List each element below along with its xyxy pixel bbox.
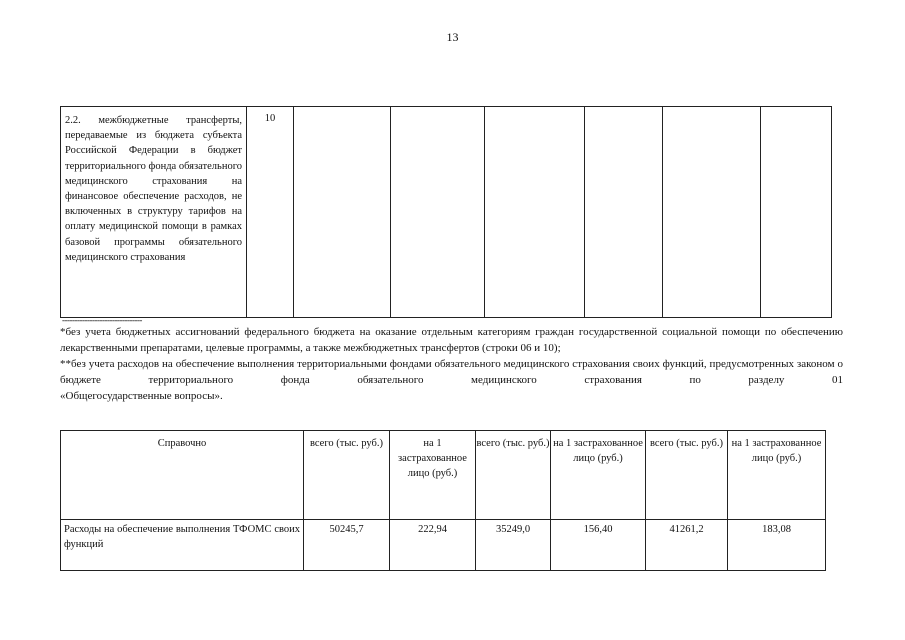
column-header: всего (тыс. руб.) xyxy=(476,431,551,520)
table-cell: 156,40 xyxy=(551,520,646,571)
column-header: всего (тыс. руб.) xyxy=(304,431,390,520)
table-cell: 50245,7 xyxy=(304,520,390,571)
table-cell: 183,08 xyxy=(728,520,826,571)
column-header: на 1 застрахованное лицо (руб.) xyxy=(728,431,826,520)
table-cell: 41261,2 xyxy=(646,520,728,571)
table-cell xyxy=(761,107,832,318)
table-row xyxy=(61,520,826,571)
footnote-rule: -------------------------------- xyxy=(62,315,142,325)
expenses-table xyxy=(60,106,832,318)
table-cell xyxy=(391,107,485,318)
column-header: на 1 застрахованное лицо (руб.) xyxy=(551,431,646,520)
footnote-2: **без учета расходов на обеспечение выполнения территориальными фондами обязательного медицинского страхования своих функций, предусмотренных законом о бюджете территориального фонда обязательного медицинского страхования по разделу 01 xyxy=(60,358,843,386)
footnote-2-continuation: «Общегосударственные вопросы». xyxy=(60,390,223,402)
table-cell: 222,94 xyxy=(390,520,476,571)
table-cell xyxy=(663,107,761,318)
table-row xyxy=(61,107,832,318)
row-code: 10 xyxy=(247,107,294,318)
column-header: на 1 застрахованное лицо (руб.) xyxy=(390,431,476,520)
table-header-row xyxy=(61,431,826,520)
row-label: 2.2. межбюджетные трансферты, передаваемые из бюджета субъекта Российской Федерации в бюджет территориального фонда обязательного медицинского страхования на финансовое обеспечение расходов, не включенных в структуру тарифов на оплату медицинской помощи в рамках базовой программы обязательного медицинского страхования xyxy=(61,107,247,318)
reference-table xyxy=(60,430,826,571)
footnote-1: *без учета бюджетных ассигнований федерального бюджета на оказание отдельным категориям граждан государственной социальной помощи по обеспечению лекарственными препаратами, целевые программы, а также межбюджетных трансфертов (строки 06 и 10); xyxy=(60,326,843,354)
table-cell: 35249,0 xyxy=(476,520,551,571)
column-header: всего (тыс. руб.) xyxy=(646,431,728,520)
table-cell xyxy=(294,107,391,318)
footnotes xyxy=(60,324,843,404)
page-number: 13 xyxy=(446,30,459,44)
table-cell xyxy=(485,107,585,318)
row-label: Расходы на обеспечение выполнения ТФОМС своих функций xyxy=(61,520,304,571)
reference-title: Справочно xyxy=(61,431,304,520)
table-cell xyxy=(585,107,663,318)
